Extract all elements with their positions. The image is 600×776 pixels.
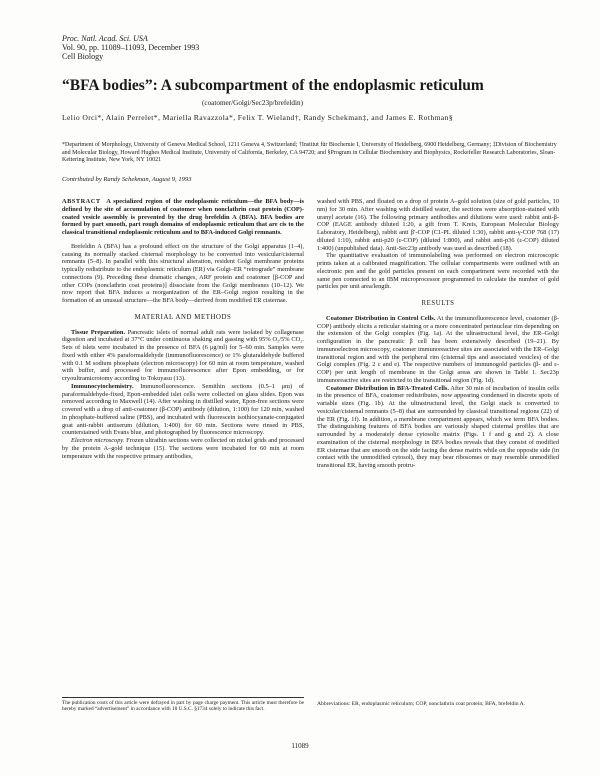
methods-paragraph: [62, 383, 304, 437]
results-runin: Coatomer Distribution in BFA-Treated Cells.: [326, 384, 449, 392]
author-list: Lelio Orci*, Alain Perrelet*, Mariella Ravazzola*, Felix T. Wieland†, Randy Schekman‡, and James E. Rothman§: [62, 113, 454, 122]
methods-text: Pancreatic islets of normal adult rats were isolated by collagenase digestion and incubated at 37°C under continuous shaking and gassing with 95% O₂/5% CO₂. Sets of islets were incubated in the presence of BFA (6 μg/ml) for 5–60 min. Samples were fixed with either 4% paraformaldehyde (immunofluorescence) or 1% glutaraldehyde buffered with 0.1 M sodium phosphate (electron microscopy) for 60 min at room temperature, washed with buffer, and processed for immunofluorescence after Epon embedding, or for cryoultramicrotomy according to Tokuyasu (13).: [62, 328, 304, 382]
methods-paragraph: [62, 329, 304, 383]
abstract: [62, 198, 304, 237]
affiliations: *Department of Morphology, University of Geneva Medical School, 1211 Geneva 4, Switzerland; †Institut für Biochemie I, University of Heidelberg, 6900 Heidelberg, Germany; ‡Division of Biochemistry and Molecular Biology, Howard Hughes Medical Institute, University of California, Berkeley, CA 94720; and §Program in Cellular Biochemistry and Biophysics, Rockefeller Research Laboratories, Sloan-Kettering Institute, New York, NY 10021: [62, 142, 557, 164]
quantification-paragraph: The quantitative evaluation of immunolabeling was performed on electron microscopic prints taken at a calibrated magnification. The cellular compartments were outlined with an electronic pen and the gold particles present on each compartment were recorded with the same pen connected to an IBM microprocessor programmed to calculate the number of gold particles per unit area/length.: [317, 252, 559, 291]
abstract-text: A specialized region of the endoplasmic reticulum—the BFA body—is defined by the site of accumulation of coatomer when nonclathrin coat protein (COP)-coated vesicle assembly is prevented by the drug brefeldin A (BFA). BFA bodies are formed by part smooth, part rough domains of endoplasmic reticulum that are cis to the classical transitional endoplasmic reticulum and to BFA-induced Golgi remnants.: [62, 198, 304, 236]
page-number: 11089: [291, 742, 309, 750]
journal-volume: Vol. 90, pp. 11089–11093, December 1993: [62, 43, 200, 52]
intro-paragraph: Brefeldin A (BFA) has a profound effect on the structure of the Golgi apparatus (1–4), causing its normally stacked cisternal morphology to be converted into vesicular/cisternal remnants (5–8). In parallel with this structural alteration, resident Golgi membrane proteins typically redistribute to the endoplasmic reticulum (ER) via Golgi–ER “retrograde” membrane connections (9). Preceding these dramatic changes, ARF protein and coatomer [β-COP and other COPs (nonclathrin coat proteins)] dissociate from the Golgi membranes (10–12). We now report that BFA induces a reorganization of the ER–Golgi region resulting in the formation of an unusual structure—the BFA body—derived from modified ER cisternae.: [62, 242, 304, 304]
paper-title: “BFA bodies”: A subcompartment of the endoplasmic reticulum: [62, 77, 484, 94]
results-runin: Coatomer Distribution in Control Cells.: [326, 314, 436, 322]
methods-heading: MATERIAL AND METHODS: [134, 313, 232, 321]
contributed-by: Contributed by Randy Schekman, August 9, 1993: [62, 176, 192, 183]
journal-header: [62, 34, 199, 61]
publication-footnote: The publication costs of this article were defrayed in part by page charge payment. This article must therefore be hereby marked “advertisement” in accordance with 18 U.S.C. §1734 solely to indicate this fact.: [62, 700, 304, 713]
abstract-label: ABSTRACT: [62, 198, 101, 205]
methods-runin: Electron microscopy.: [71, 437, 125, 444]
abbreviations-footnote: Abbreviations: ER, endoplasmic reticulum; COP, nonclathrin coat protein; BFA, brefeldin A.: [317, 701, 526, 707]
results-text: After 30 min of incubation of insulin cells in the presence of BFA, coatomer redistributes, now appearing condensed in discrete spots of variable sizes (Fig. 1b). At the ultrastructural level, the Golgi stack is converted to vesicular/cisternal remnants (5–8) that are surrounded by classical transitional regions (22) of the ER (Fig. 1f). In addition, a membrane compartment appears, which we term BFA bodies. The distinguishing features of BFA bodies are variously shaped cisternal profiles that are surrounded by a moderately dense cytosolic matrix (Figs. 1 f and g and 2). A close examination of the cisternal morphology in BFA bodies reveals that they consist of modified ER cisternae that are smooth on the side facing the dense matrix while on the opposite side (in contact with the unmodified cytosol), they may bear ribosomes or may resemble unmodified transitional ER, having smooth protru-: [317, 384, 559, 469]
journal-section: Cell Biology: [62, 52, 104, 61]
methods-text: Immunofluorescence. Semithin sections (0.5–1 μm) of paraformaldehyde-fixed, Epon-embedded islet cells were collected on glass slides. Epon was removed according to Maxwell (14). After washing in distilled water, Epon-free sections were covered with a drop of anti-coatomer (β-COP) antibody (dilution, 1:100) for 120 min, washed in phosphate-buffered saline (PBS), and incubated with fluorescein isothiocyanate-conjugated goat anti-rabbit antiserum (dilution, 1:400) for 60 min. Sections were rinsed in PBS, counterstained with Evans blue, and photographed by fluorescence microscopy.: [62, 382, 304, 437]
journal-name: Proc. Natl. Acad. Sci. USA: [62, 34, 148, 43]
paper-keywords: (coatomer/Golgi/Sec23p/brefeldin): [202, 99, 303, 107]
results-heading: RESULTS: [421, 300, 455, 307]
methods-runin: Tissue Preparation.: [71, 328, 126, 336]
right-column: [317, 198, 559, 470]
results-paragraph: [317, 315, 559, 385]
results-text: At the immunofluorescence level, coatomer (β-COP) antibody elicits a reticular staining or a more concentrated perinuclear rim depending on the extension of the Golgi complex (Fig. 1a). At the ultrastructural level, the ER–Golgi configuration in the pancreatic β cell has been extensively described (19–21). By immunoelectron microscopy, coatomer immunoreactive sites are associated with the ER–Golgi transitional region and with the peripheral rim (cisternal tips and associated vesicles) of the Golgi complex (Fig. 2 c and e). The respective numbers of immunogold particles (β- and ε-COP) per unit length of membrane in the Golgi areas are shown in Table 1. Sec23p immunoreactive sites are restricted to the transitional region (Fig. 1d).: [317, 314, 559, 384]
methods-runin: Immunocytochemistry.: [71, 382, 134, 390]
methods-continued: washed with PBS, and floated on a drop of protein A–gold solution (size of gold particles, 10 nm) for 30 min. After washing with distilled water, the sections were absorption-stained with uranyl acetate (16). The following primary antibodies and dilutions were used: rabbit anti-β-COP (EAGE antibody diluted 1:20, a gift from T. Kreis, European Molecular Biology Laboratory, Heidelberg), rabbit anti β′-COP (C1-PL diluted 1:30), rabbit anti-γ-COP 768 (17) diluted 1:10), rabbit anti-p20 (ε-COP) (diluted 1:800), and rabbit anti-p36 (ε-COP) diluted 1:400) (unpublished data). Anti-Sec23p antibody was used as described (18).: [317, 198, 559, 252]
results-paragraph: [317, 385, 559, 470]
left-column: [62, 198, 304, 460]
footnote-divider: [62, 697, 304, 698]
methods-text: Frozen ultrathin sections were collected on nickel grids and processed by the protein A–gold technique (15). The sections were incubated for 60 min at room temperature with the respective primary antibodies,: [62, 437, 304, 460]
methods-paragraph: [62, 437, 304, 460]
